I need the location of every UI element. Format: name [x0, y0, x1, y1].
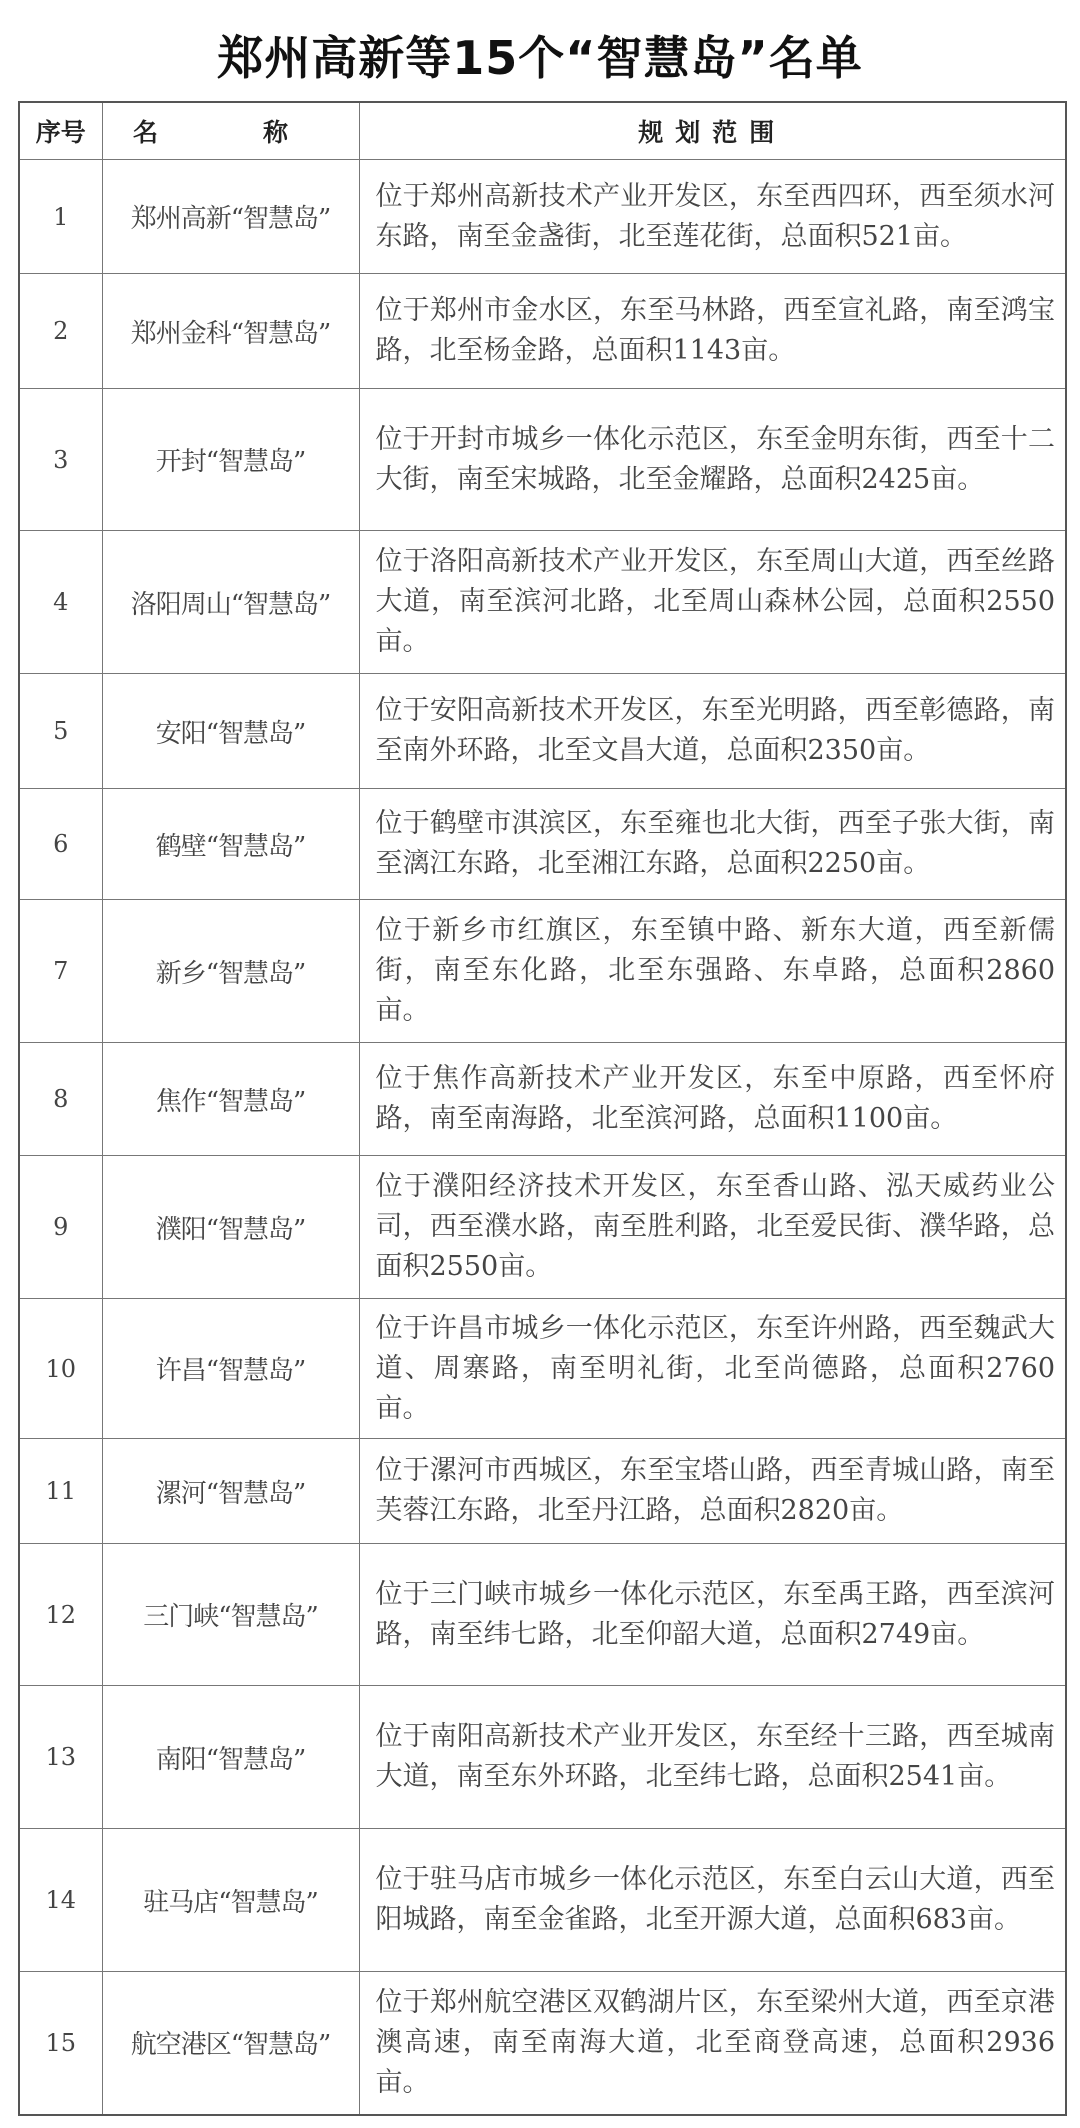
row-number: 5 [19, 674, 102, 789]
row-number: 3 [19, 389, 102, 531]
table-header-row [19, 102, 1066, 160]
table-row [19, 274, 1066, 389]
row-name: 开封“智慧岛” [102, 389, 359, 531]
row-number: 14 [19, 1829, 102, 1972]
row-scope: 位于焦作高新技术产业开发区，东至中原路，西至怀府路，南至南海路，北至滨河路，总面积1100亩。 [359, 1043, 1066, 1156]
row-scope: 位于郑州航空港区双鹤湖片区，东至梁州大道，西至京港澳高速，南至南海大道，北至商登高速，总面积2936亩。 [359, 1972, 1066, 2115]
smart-island-table [18, 101, 1067, 2116]
row-name: 郑州高新“智慧岛” [102, 160, 359, 274]
row-name: 三门峡“智慧岛” [102, 1544, 359, 1686]
row-scope: 位于安阳高新技术开发区，东至光明路，西至彰德路，南至南外环路，北至文昌大道，总面积2350亩。 [359, 674, 1066, 789]
row-scope: 位于许昌市城乡一体化示范区，东至许州路，西至魏武大道、周寨路，南至明礼街，北至尚德路，总面积2760亩。 [359, 1299, 1066, 1439]
row-scope: 位于郑州市金水区，东至马林路，西至宣礼路，南至鸿宝路，北至杨金路，总面积1143亩。 [359, 274, 1066, 389]
row-number: 13 [19, 1686, 102, 1829]
row-name: 驻马店“智慧岛” [102, 1829, 359, 1972]
header-scope: 规划范围 [359, 102, 1066, 160]
table-row [19, 900, 1066, 1043]
row-scope: 位于鹤壁市淇滨区，东至雍也北大街，西至子张大街，南至漓江东路，北至湘江东路，总面积2250亩。 [359, 789, 1066, 900]
table-row [19, 1299, 1066, 1439]
row-name: 南阳“智慧岛” [102, 1686, 359, 1829]
row-scope: 位于濮阳经济技术开发区，东至香山路、泓天威药业公司，西至濮水路，南至胜利路，北至爱民街、濮华路，总面积2550亩。 [359, 1156, 1066, 1299]
row-scope: 位于开封市城乡一体化示范区，东至金明东街，西至十二大街，南至宋城路，北至金耀路，总面积2425亩。 [359, 389, 1066, 531]
table-row [19, 1043, 1066, 1156]
row-name: 濮阳“智慧岛” [102, 1156, 359, 1299]
table-row [19, 389, 1066, 531]
table-row [19, 1829, 1066, 1972]
row-scope: 位于驻马店市城乡一体化示范区，东至白云山大道，西至阳城路，南至金雀路，北至开源大道，总面积683亩。 [359, 1829, 1066, 1972]
table-row [19, 789, 1066, 900]
row-name: 鹤壁“智慧岛” [102, 789, 359, 900]
table-row [19, 1156, 1066, 1299]
row-number: 8 [19, 1043, 102, 1156]
row-name: 新乡“智慧岛” [102, 900, 359, 1043]
row-number: 2 [19, 274, 102, 389]
row-number: 15 [19, 1972, 102, 2115]
row-name: 焦作“智慧岛” [102, 1043, 359, 1156]
table-row [19, 674, 1066, 789]
table-row [19, 1686, 1066, 1829]
row-scope: 位于新乡市红旗区，东至镇中路、新东大道，西至新儒街，南至东化路，北至东强路、东卓路，总面积2860亩。 [359, 900, 1066, 1043]
row-name: 洛阳周山“智慧岛” [102, 531, 359, 674]
row-name: 安阳“智慧岛” [102, 674, 359, 789]
table-row [19, 1439, 1066, 1544]
header-number: 序号 [19, 102, 102, 160]
row-name: 许昌“智慧岛” [102, 1299, 359, 1439]
row-scope: 位于郑州高新技术产业开发区，东至西四环，西至须水河东路，南至金盏街，北至莲花街，总面积521亩。 [359, 160, 1066, 274]
row-scope: 位于洛阳高新技术产业开发区，东至周山大道，西至丝路大道，南至滨河北路，北至周山森林公园，总面积2550亩。 [359, 531, 1066, 674]
row-scope: 位于南阳高新技术产业开发区，东至经十三路，西至城南大道，南至东外环路，北至纬七路，总面积2541亩。 [359, 1686, 1066, 1829]
row-name: 航空港区“智慧岛” [102, 1972, 359, 2115]
table-row [19, 1544, 1066, 1686]
row-scope: 位于三门峡市城乡一体化示范区，东至禹王路，西至滨河路，南至纬七路，北至仰韶大道，总面积2749亩。 [359, 1544, 1066, 1686]
row-number: 10 [19, 1299, 102, 1439]
row-number: 6 [19, 789, 102, 900]
row-scope: 位于漯河市西城区，东至宝塔山路，西至青城山路，南至芙蓉江东路，北至丹江路，总面积2820亩。 [359, 1439, 1066, 1544]
row-number: 9 [19, 1156, 102, 1299]
row-name: 郑州金科“智慧岛” [102, 274, 359, 389]
table-row [19, 1972, 1066, 2115]
table-row [19, 531, 1066, 674]
row-number: 11 [19, 1439, 102, 1544]
row-number: 1 [19, 160, 102, 274]
row-name: 漯河“智慧岛” [102, 1439, 359, 1544]
header-name: 名 称 [102, 102, 359, 160]
table-row [19, 160, 1066, 274]
page-title: 郑州高新等15个“智慧岛”名单 [217, 31, 863, 85]
row-number: 12 [19, 1544, 102, 1686]
row-number: 7 [19, 900, 102, 1043]
row-number: 4 [19, 531, 102, 674]
